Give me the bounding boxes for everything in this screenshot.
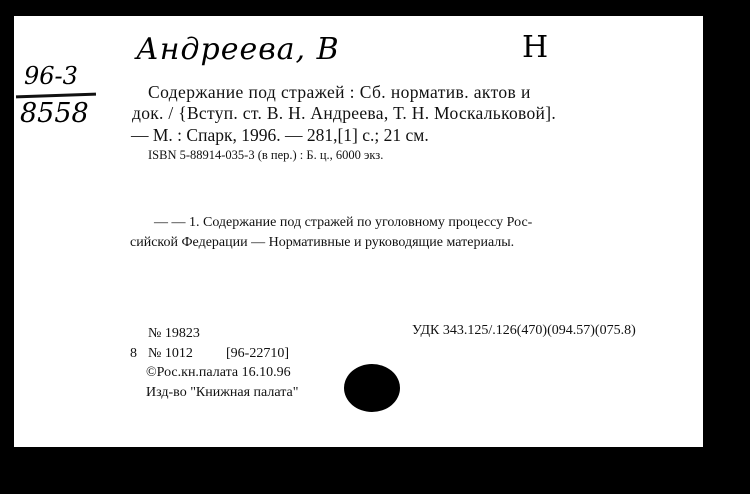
record-number-2: № 1012 xyxy=(148,346,193,361)
record-bracket: [96-22710] xyxy=(226,346,289,361)
handwritten-mark: Н xyxy=(522,30,549,65)
entry-line-3: — М. : Спарк, 1996. — 281,[1] с.; 21 см. xyxy=(131,125,429,145)
subject-line-2: сийской Федерации — Нормативные и руководящие материалы. xyxy=(130,235,515,250)
call-number-bottom: 8558 xyxy=(20,98,89,129)
ink-blot xyxy=(344,364,400,412)
publisher-line: Изд-во "Книжная палата" xyxy=(146,385,299,400)
copyright-line: ©Рос.кн.палата 16.10.96 xyxy=(146,365,291,380)
record-number: № 19823 xyxy=(148,326,200,341)
entry-line-1: Содержание под стражей : Сб. норматив. актов и xyxy=(148,82,531,102)
catalog-card xyxy=(14,16,703,447)
entry-isbn: ISBN 5-88914-035-3 (в пер.) : Б. ц., 6000 экз. xyxy=(148,148,384,162)
call-number-top: 96-3 xyxy=(24,62,78,90)
udk-classification: УДК 343.125/.126(470)(094.57)(075.8) xyxy=(412,323,636,338)
footer-prefix: 8 xyxy=(130,346,137,361)
handwritten-author: Андреева, В xyxy=(136,32,340,67)
entry-line-2: док. / {Вступ. ст. В. Н. Андреева, Т. Н. Москальковой]. xyxy=(132,103,557,123)
subject-line-1: — — 1. Содержание под стражей по уголовному процессу Рос- xyxy=(154,215,533,230)
